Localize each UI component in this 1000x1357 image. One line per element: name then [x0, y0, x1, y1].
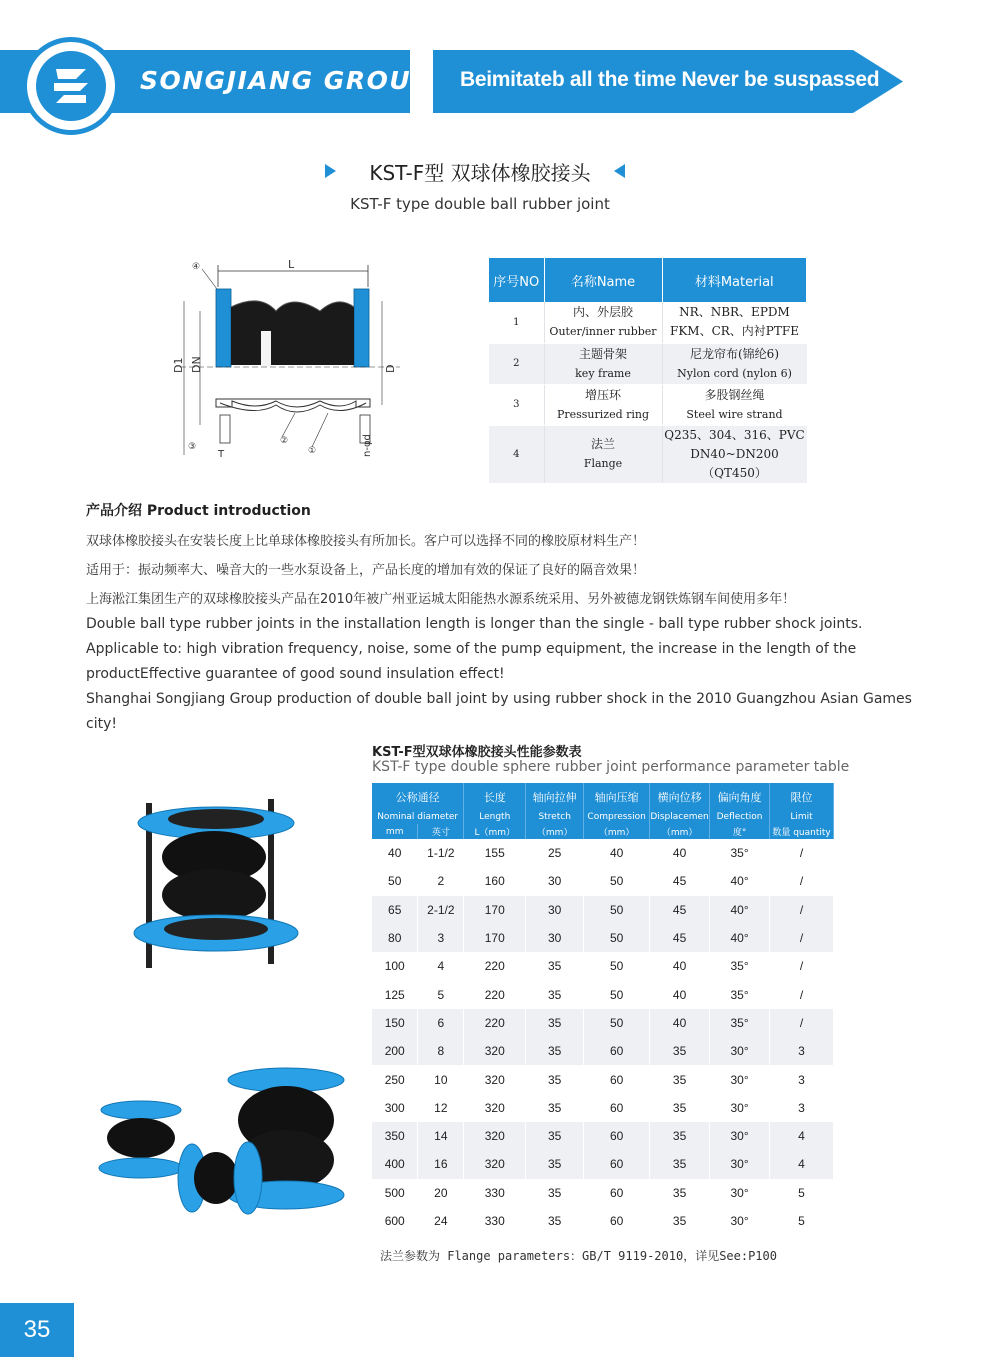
intro-en-line: Applicable to: high vibration frequency, noise, some of the pump equipment, the increase in the length of the productEffective guarantee of good sound insulation effect!	[86, 641, 857, 682]
perf-cell: /	[770, 924, 834, 952]
table-row	[372, 1094, 834, 1122]
mat-material: 尼龙帘布(锦纶6) Nylon cord (nylon 6)	[662, 343, 807, 384]
product-photo-tie-rod	[128, 795, 308, 970]
perf-cell: 60	[584, 1094, 650, 1122]
perf-header-en: Limit	[770, 810, 834, 824]
perf-cell: 30°	[710, 1094, 770, 1122]
perf-table-title-zh: KST-F型双球体橡胶接头性能参数表	[372, 745, 582, 760]
table-row	[372, 1122, 834, 1150]
perf-header-en: Deflection	[710, 810, 770, 824]
perf-cell: 3	[770, 1037, 834, 1065]
page-number: 35	[0, 1303, 74, 1357]
perf-cell: 60	[584, 1207, 650, 1235]
perf-cell: 330	[464, 1207, 526, 1235]
materials-table	[489, 258, 807, 484]
perf-cell: 320	[464, 1065, 526, 1093]
perf-cell: 4	[418, 952, 464, 980]
perf-cell: 40	[650, 980, 710, 1008]
perf-cell: 45	[650, 924, 710, 952]
perf-cell: 35	[650, 1179, 710, 1207]
page-title-en: KST-F type double ball rubber joint	[350, 195, 610, 213]
perf-cell: 60	[584, 1179, 650, 1207]
mat-material: Q235、304、316、PVC DN40~DN200（QT450）	[662, 425, 807, 483]
perf-cell: 80	[372, 924, 418, 952]
mat-name: 主题骨架 key frame	[544, 343, 662, 384]
perf-unit: （mm）	[650, 824, 710, 839]
mat-header-material: 材料Material	[662, 258, 807, 302]
perf-cell: 35	[526, 1150, 584, 1178]
intro-zh-line: 双球体橡胶接头在安装长度上比单球体橡胶接头有所加长。客户可以选择不同的橡胶原材料生产！	[86, 534, 646, 549]
perf-cell: 500	[372, 1179, 418, 1207]
perf-cell: 160	[464, 867, 526, 895]
perf-cell: 220	[464, 952, 526, 980]
perf-cell: 14	[418, 1122, 464, 1150]
table-row	[372, 924, 834, 952]
perf-cell: 35°	[710, 1009, 770, 1037]
perf-unit: （mm）	[584, 824, 650, 839]
dim-label-D: D	[384, 364, 397, 373]
dim-label-D1: D1	[172, 357, 185, 373]
mat-name: 增压环 Pressurized ring	[544, 384, 662, 425]
perf-header: 横向位移	[650, 783, 710, 810]
perf-cell: 320	[464, 1037, 526, 1065]
mat-material: 多股钢丝绳 Steel wire strand	[662, 384, 807, 425]
perf-cell: 40°	[710, 867, 770, 895]
perf-cell: 35	[526, 1094, 584, 1122]
perf-header-en: Length	[464, 810, 526, 824]
table-row	[372, 1150, 834, 1178]
perf-cell: 250	[372, 1065, 418, 1093]
dim-label-DN: DN	[190, 356, 203, 373]
perf-cell: 60	[584, 1065, 650, 1093]
perf-cell: 170	[464, 924, 526, 952]
perf-cell: 60	[584, 1037, 650, 1065]
perf-cell: /	[770, 839, 834, 867]
perf-cell: 5	[770, 1207, 834, 1235]
perf-cell: 20	[418, 1179, 464, 1207]
table-row	[372, 1037, 834, 1065]
perf-unit: 度°	[710, 824, 770, 839]
perf-cell: 35	[650, 1094, 710, 1122]
perf-cell: 50	[584, 924, 650, 952]
perf-cell: /	[770, 867, 834, 895]
perf-cell: 50	[584, 980, 650, 1008]
perf-cell: 16	[418, 1150, 464, 1178]
technical-drawing	[160, 255, 420, 470]
table-row	[372, 1179, 834, 1207]
callout-3: ③	[188, 442, 197, 452]
perf-cell: 60	[584, 1150, 650, 1178]
perf-cell: 35	[650, 1065, 710, 1093]
perf-cell: 45	[650, 867, 710, 895]
intro-en-line: Shanghai Songjiang Group production of double ball joint by using rubber shock in the 2010 Guangzhou Asian Games city!	[86, 691, 912, 732]
perf-cell: 35	[526, 980, 584, 1008]
perf-cell: 50	[584, 896, 650, 924]
perf-cell: 3	[770, 1065, 834, 1093]
perf-cell: 50	[584, 1009, 650, 1037]
dim-label-L: L	[288, 258, 295, 271]
mat-no: 1	[489, 302, 544, 343]
perf-cell: 50	[372, 867, 418, 895]
perf-cell: 30°	[710, 1179, 770, 1207]
perf-cell: 25	[526, 839, 584, 867]
perf-cell: 30	[526, 867, 584, 895]
perf-cell: 1-1/2	[418, 839, 464, 867]
perf-cell: 100	[372, 952, 418, 980]
table-row	[372, 1207, 834, 1235]
mat-no: 2	[489, 343, 544, 384]
perf-cell: 2	[418, 867, 464, 895]
perf-cell: 50	[584, 867, 650, 895]
perf-cell: 8	[418, 1037, 464, 1065]
perf-cell: 125	[372, 980, 418, 1008]
intro-heading: 产品介绍 Product introduction	[86, 503, 311, 519]
table-row	[489, 425, 807, 483]
perf-cell: 5	[770, 1179, 834, 1207]
perf-cell: 30	[526, 896, 584, 924]
flange-footnote: 法兰参数为 Flange parameters：GB/T 9119-2010，详见See:P100	[380, 1249, 777, 1263]
intro-en-line: Double ball type rubber joints in the installation length is longer than the single - ball type rubber shock joints.	[86, 616, 863, 632]
perf-unit: mm	[372, 824, 418, 839]
perf-cell: 40°	[710, 924, 770, 952]
perf-cell: 4	[770, 1150, 834, 1178]
perf-cell: 40°	[710, 896, 770, 924]
table-row	[372, 980, 834, 1008]
perf-cell: 35	[526, 1065, 584, 1093]
mat-no: 3	[489, 384, 544, 425]
perf-cell: 220	[464, 980, 526, 1008]
perf-cell: 170	[464, 896, 526, 924]
slogan-text: Beimitateb all the time Never be suspassed	[460, 68, 880, 91]
perf-cell: 45	[650, 896, 710, 924]
perf-header-en: Nominal diameter	[372, 810, 464, 824]
perf-cell: 40	[372, 839, 418, 867]
table-row	[372, 839, 834, 867]
perf-header-en: Displacemen	[650, 812, 709, 822]
perf-cell: 220	[464, 1009, 526, 1037]
perf-cell: 10	[418, 1065, 464, 1093]
perf-unit: 数量 quantity	[770, 824, 834, 839]
perf-cell: 6	[418, 1009, 464, 1037]
perf-cell: 400	[372, 1150, 418, 1178]
perf-cell: 35	[650, 1150, 710, 1178]
perf-cell: 30°	[710, 1150, 770, 1178]
dim-label-bolt: n-φd	[362, 434, 373, 457]
perf-cell: 2-1/2	[418, 896, 464, 924]
table-row	[372, 867, 834, 895]
perf-cell: 200	[372, 1037, 418, 1065]
perf-cell: 40	[650, 952, 710, 980]
perf-header: 公称通径	[372, 783, 464, 810]
brand-name: SONGJIANG GROUP	[140, 66, 431, 95]
perf-cell: 35	[526, 1207, 584, 1235]
dim-label-T: T	[218, 449, 225, 460]
perf-cell: 35	[526, 1037, 584, 1065]
perf-cell: 320	[464, 1122, 526, 1150]
table-row	[372, 1009, 834, 1037]
callout-2: ②	[280, 436, 289, 446]
perf-cell: 350	[372, 1122, 418, 1150]
company-logo	[22, 37, 120, 135]
perf-header: 限位	[770, 783, 834, 810]
intro-zh-line: 适用于：振动频率大、噪音大的一些水泵设备上，产品长度的增加有效的保证了良好的隔音效果！	[86, 563, 646, 578]
perf-header-en: Stretch	[526, 810, 584, 824]
perf-unit: （mm）	[526, 824, 584, 839]
intro-en-paragraph	[86, 612, 916, 737]
perf-cell: 40	[650, 839, 710, 867]
table-row	[489, 343, 807, 384]
perf-cell: 320	[464, 1150, 526, 1178]
perf-cell: 50	[584, 952, 650, 980]
perf-cell: 35	[526, 1179, 584, 1207]
perf-header: 长度	[464, 783, 526, 810]
perf-cell: 600	[372, 1207, 418, 1235]
perf-cell: 35	[650, 1037, 710, 1065]
perf-cell: 35	[526, 1122, 584, 1150]
table-row	[372, 1065, 834, 1093]
perf-unit: L（mm）	[464, 824, 526, 839]
perf-table-title-en: KST-F type double sphere rubber joint performance parameter table	[372, 759, 850, 775]
product-photo-group	[96, 1060, 356, 1220]
perf-cell: /	[770, 1009, 834, 1037]
perf-cell: 35°	[710, 980, 770, 1008]
perf-cell: 3	[418, 924, 464, 952]
performance-table	[372, 783, 834, 1235]
perf-cell: 35°	[710, 952, 770, 980]
perf-cell: 155	[464, 839, 526, 867]
perf-unit: 英寸	[418, 824, 464, 839]
perf-cell: 300	[372, 1094, 418, 1122]
songjiang-logo-icon	[36, 51, 106, 121]
perf-cell: 60	[584, 1122, 650, 1150]
callout-1: ①	[308, 446, 317, 456]
table-row	[489, 384, 807, 425]
perf-header-en: Compression	[584, 810, 650, 824]
perf-cell: 35	[526, 952, 584, 980]
perf-cell: 30°	[710, 1037, 770, 1065]
page-title-zh: KST-F型 双球体橡胶接头	[369, 161, 591, 185]
perf-cell: 320	[464, 1094, 526, 1122]
mat-name: 内、外层胶 Outer/inner rubber	[544, 302, 662, 343]
perf-cell: 12	[418, 1094, 464, 1122]
mat-header-name: 名称Name	[544, 258, 662, 302]
perf-header: 轴向拉伸	[526, 783, 584, 810]
mat-material: NR、NBR、EPDM FKM、CR、内衬PTFE	[662, 302, 807, 343]
perf-cell: 24	[418, 1207, 464, 1235]
perf-cell: 65	[372, 896, 418, 924]
perf-header: 轴向压缩	[584, 783, 650, 810]
perf-cell: 35	[526, 1009, 584, 1037]
mat-no: 4	[489, 425, 544, 483]
intro-zh-line: 上海淞江集团生产的双球橡胶接头产品在2010年被广州亚运城太阳能热水源系统采用、另外被德龙钢铁炼钢车间使用多年！	[86, 592, 796, 607]
perf-cell: 35°	[710, 839, 770, 867]
perf-cell: 40	[584, 839, 650, 867]
table-row	[372, 952, 834, 980]
table-row	[489, 302, 807, 343]
table-row	[372, 896, 834, 924]
perf-cell: /	[770, 896, 834, 924]
mat-name: 法兰 Flange	[544, 425, 662, 483]
perf-cell: 30°	[710, 1207, 770, 1235]
perf-cell: 3	[770, 1094, 834, 1122]
perf-cell: 4	[770, 1122, 834, 1150]
perf-cell: 30°	[710, 1122, 770, 1150]
perf-cell: 35	[650, 1122, 710, 1150]
perf-cell: 35	[650, 1207, 710, 1235]
mat-header-no: 序号NO	[489, 258, 544, 302]
callout-4: ④	[192, 262, 201, 272]
perf-cell: 330	[464, 1179, 526, 1207]
perf-cell: 40	[650, 1009, 710, 1037]
perf-cell: 30	[526, 924, 584, 952]
perf-cell: 30°	[710, 1065, 770, 1093]
perf-header: 偏向角度	[710, 783, 770, 810]
perf-cell: 150	[372, 1009, 418, 1037]
title-arrow-left-icon	[614, 164, 625, 178]
perf-cell: /	[770, 952, 834, 980]
perf-cell: 5	[418, 980, 464, 1008]
perf-cell: /	[770, 980, 834, 1008]
